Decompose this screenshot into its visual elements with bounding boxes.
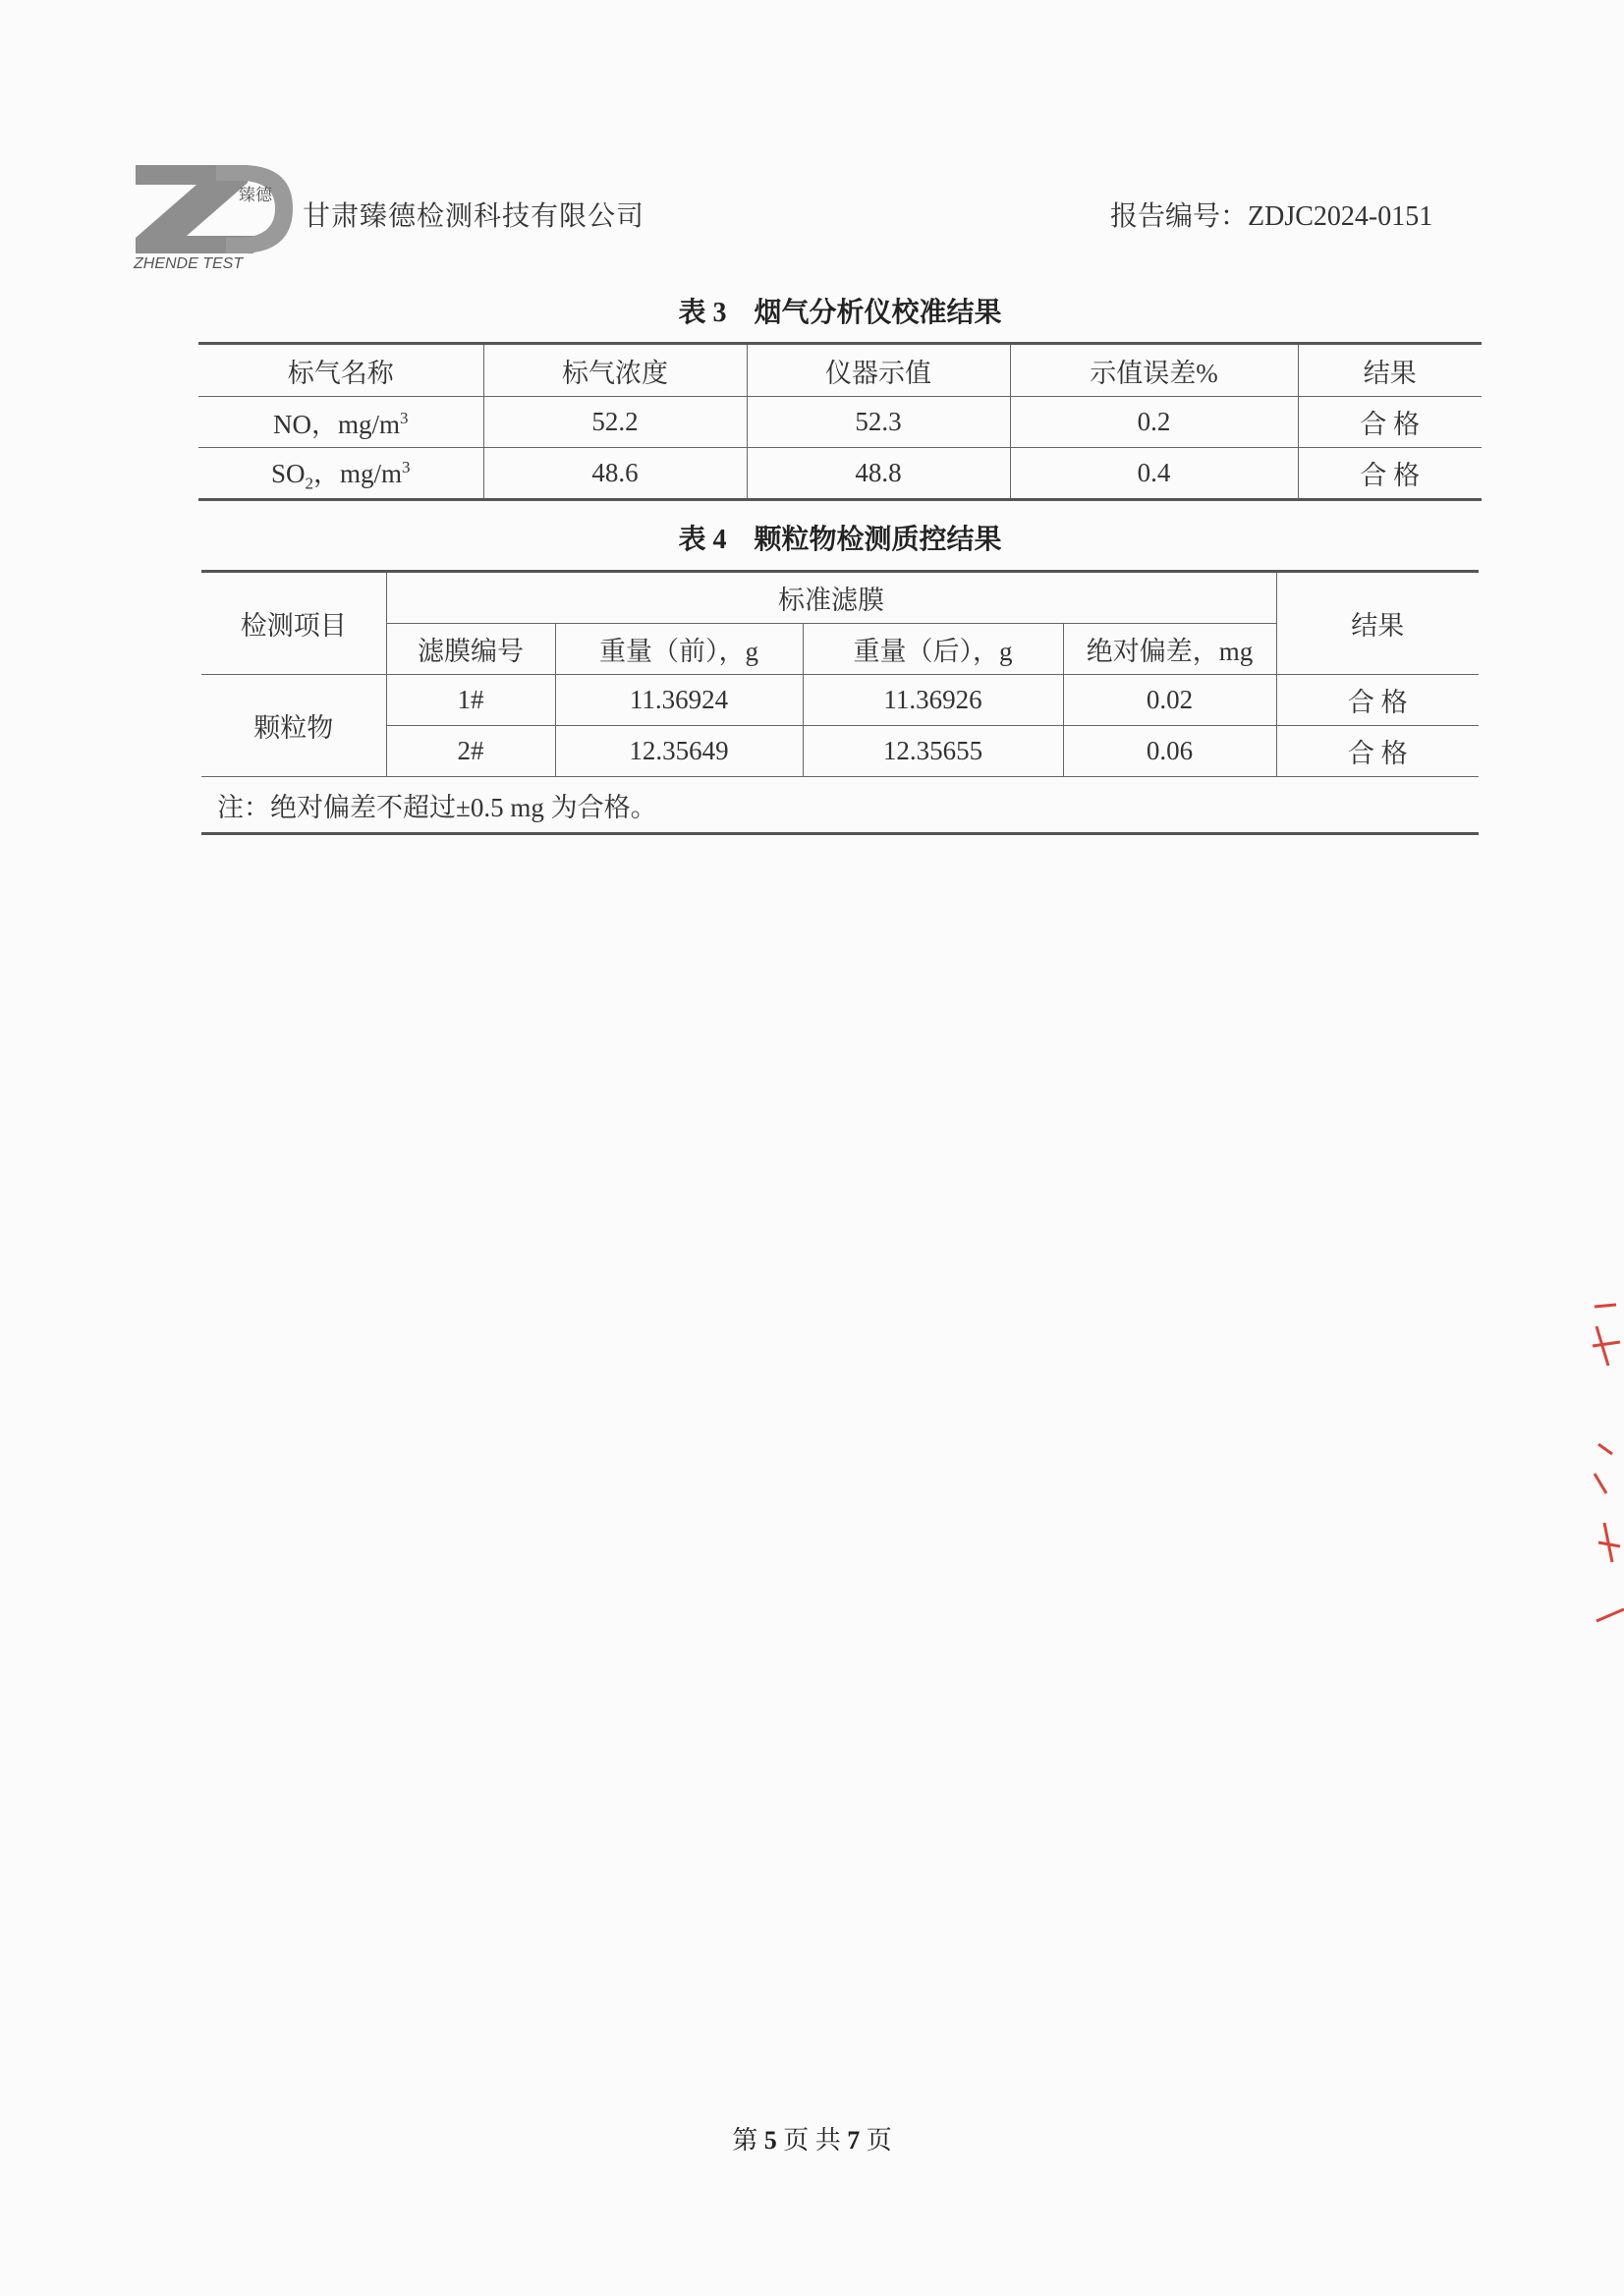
subheader-cell: 重量（前），g [555,624,803,675]
company-logo [128,157,300,270]
gas-name-cell: $SO_2$，$mg/m^3$ [198,448,483,500]
svg-text:臻德: 臻德 [239,186,272,205]
result-cell: 合 格 [1298,397,1482,448]
deviation-cell: 0.06 [1063,726,1276,777]
report-number: 报告编号：ZDJC2024-0151 [1110,201,1433,232]
table-header-row [198,344,1482,397]
table-header-row [201,572,1479,624]
table-row [198,397,1482,448]
table-row [198,448,1482,500]
error-cell: 0.4 [1010,448,1298,500]
page-current: 5 [763,2126,777,2155]
calibration-table [198,342,1482,501]
header-cell: 仪器示值 [747,344,1010,397]
subheader-cell: 重量（后），g [803,624,1063,675]
error-cell: 0.2 [1010,397,1298,448]
reading-cell: 48.8 [747,448,1010,500]
filter-no-cell: 1# [386,675,555,726]
weight-after-cell: 11.36926 [803,675,1063,726]
subheader-cell: 绝对偏差，mg [1063,624,1276,675]
header-cell: 标气浓度 [483,344,747,397]
page-mid: 页 共 [783,2126,841,2155]
result-cell: 合 格 [1276,726,1479,777]
result-cell: 合 格 [1276,675,1479,726]
seal-stamp-fragment [1587,1297,1624,1641]
table-note-row [201,777,1479,834]
table4-caption: 表 4 颗粒物检测质控结果 [678,525,1002,555]
header-cell: 结果 [1276,572,1479,675]
subheader-cell: 滤膜编号 [386,624,555,675]
weight-before-cell: 12.35649 [555,726,803,777]
weight-after-cell: 12.35655 [803,726,1063,777]
page-footer [0,2120,1624,2156]
filter-no-cell: 2# [386,726,555,777]
concentration-cell: 52.2 [483,397,747,448]
gas-name-cell: NO，$mg/m^3$ [198,397,483,448]
page-prefix: 第 [732,2126,758,2155]
weight-before-cell: 11.36924 [555,675,803,726]
table-row [201,726,1479,777]
header-cell: 检测项目 [201,572,386,675]
page-total: 7 [847,2126,861,2155]
result-cell: 合 格 [1298,448,1482,500]
zhende-logo-icon [128,157,300,270]
header-cell: 结果 [1298,344,1482,397]
table3-caption: 表 3 烟气分析仪校准结果 [678,298,1002,328]
reading-cell: 52.3 [747,397,1010,448]
header-group-cell: 标准滤膜 [386,572,1276,624]
header-cell: 示值误差% [1010,344,1298,397]
svg-text:ZHENDE TEST: ZHENDE TEST [134,255,244,270]
table-row [201,675,1479,726]
item-cell: 颗粒物 [201,675,386,777]
particulate-qc-table [201,570,1479,835]
concentration-cell: 48.6 [483,448,747,500]
deviation-cell: 0.02 [1063,675,1276,726]
red-seal-icon [1587,1297,1624,1641]
company-name: 甘肃臻德检测科技有限公司 [303,201,645,232]
table-note: 注：绝对偏差不超过±0.5 mg 为合格。 [201,777,1479,834]
page-suffix: 页 [866,2126,892,2155]
header-cell: 标气名称 [198,344,483,397]
